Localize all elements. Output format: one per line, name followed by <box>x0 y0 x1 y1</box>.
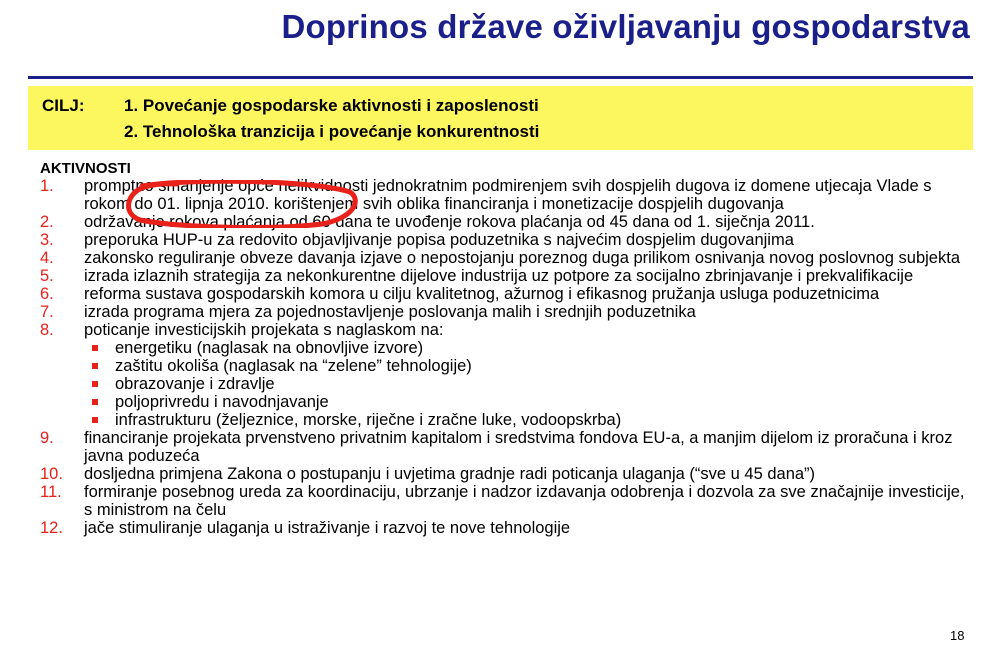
page-number: 18 <box>950 628 965 643</box>
item-text: formiranje posebnog ureda za koordinaciju, ubrzanje i nadzor izdavanja odobrenja i dozvola za sve značajnije investicije, s ministrom na čelu <box>84 483 965 519</box>
list-item <box>40 249 965 267</box>
item-number: 7. <box>40 303 54 321</box>
item-text: reforma sustava gospodarskih komora u cilju kvalitetnog, ažurnog i efikasnog pružanja usluga poduzetnicima <box>84 285 880 303</box>
sub-item-text: zaštitu okoliša (naglasak na “zelene” tehnologije) <box>115 357 472 375</box>
sub-item-text: poljoprivredu i navodnjavanje <box>115 393 329 411</box>
sub-item-text: infrastrukturu (željeznice, morske, riječne i zračne luke, vodoopskrba) <box>115 411 622 429</box>
goal-label: CILJ: <box>42 96 85 115</box>
list-item <box>40 321 965 339</box>
list-item <box>40 231 965 249</box>
item-number: 10. <box>40 465 63 483</box>
bullet-icon <box>92 417 98 423</box>
item-text: jače stimuliranje ulaganja u istraživanje i razvoj te nove tehnologije <box>84 519 571 537</box>
item-text: održavanje rokova plaćanja od 60 dana te uvođenje rokova plaćanja od 45 dana od 1. siječnja 2011. <box>84 213 815 231</box>
bullet-icon <box>92 381 98 387</box>
goal-item: 1. Povećanje gospodarske aktivnosti i zaposlenosti <box>124 96 539 115</box>
bullet-icon <box>92 363 98 369</box>
item-number: 2. <box>40 213 54 231</box>
goal-item: 2. Tehnološka tranzicija i povećanje konkurentnosti <box>124 122 540 141</box>
list-item <box>40 429 965 465</box>
item-text: preporuka HUP-u za redovito objavljivanje popisa poduzetnika s najvećim dospjelim dugovanjima <box>84 231 794 249</box>
item-text: financiranje projekata prvenstveno privatnim kapitalom i sredstvima fondova EU-a, a manjim dijelom iz proračuna i kroz javna poduzeća <box>84 429 953 465</box>
item-number: 3. <box>40 231 54 249</box>
sub-list-item <box>40 411 965 429</box>
sub-item-text: energetiku (naglasak na obnovljive izvore) <box>115 339 424 357</box>
item-number: 1. <box>40 177 54 195</box>
item-number: 6. <box>40 285 54 303</box>
item-number: 9. <box>40 429 54 447</box>
sub-item-text: obrazovanje i zdravlje <box>115 375 275 393</box>
item-text: poticanje investicijskih projekata s naglaskom na: <box>84 321 444 339</box>
item-text: izrada programa mjera za pojednostavljenje poslovanja malih i srednjih poduzetnika <box>84 303 696 321</box>
item-number: 12. <box>40 519 63 537</box>
sub-list-item <box>40 339 965 357</box>
list-item <box>40 285 965 303</box>
goal-box <box>28 86 973 150</box>
list-item <box>40 465 965 483</box>
list-item <box>40 483 965 519</box>
item-number: 11. <box>40 483 62 501</box>
bullet-icon <box>92 345 98 351</box>
activities-heading: AKTIVNOSTI <box>40 160 131 177</box>
item-text: dosljedna primjena Zakona o postupanju i uvjetima gradnje radi poticanja ulaganja (“sve u 45 dana”) <box>84 465 816 483</box>
item-number: 5. <box>40 267 54 285</box>
item-number: 4. <box>40 249 54 267</box>
sub-list-item <box>40 357 965 375</box>
list-item <box>40 519 965 537</box>
list-item <box>40 267 965 285</box>
title-divider <box>28 76 973 79</box>
sub-list-item <box>40 393 965 411</box>
list-item <box>40 303 965 321</box>
bullet-icon <box>92 399 98 405</box>
item-text: izrada izlaznih strategija za nekonkurentne dijelove industrija uz potpore za socijalno zbrinjavanje i prekvalifikacije <box>84 267 914 285</box>
sub-list-item <box>40 375 965 393</box>
item-text: promptno smanjenje opće nelikvidnosti jednokratnim podmirenjem svih dospjelih dugova iz domene utjecaja Vlade s rokom do 01. lipnja 2010. korištenjem svih oblika financiranja i monetizacije dospjelih dugovanja <box>84 177 932 213</box>
list-item <box>40 213 965 231</box>
slide-title: Doprinos države oživljavanju gospodarstva <box>281 8 970 45</box>
item-text: zakonsko reguliranje obveze davanja izjave o nepostojanju poreznog duga prilikom osnivanja novog poslovnog subjekta <box>84 249 960 267</box>
list-item <box>40 177 965 213</box>
activity-list <box>40 177 965 537</box>
item-number: 8. <box>40 321 54 339</box>
